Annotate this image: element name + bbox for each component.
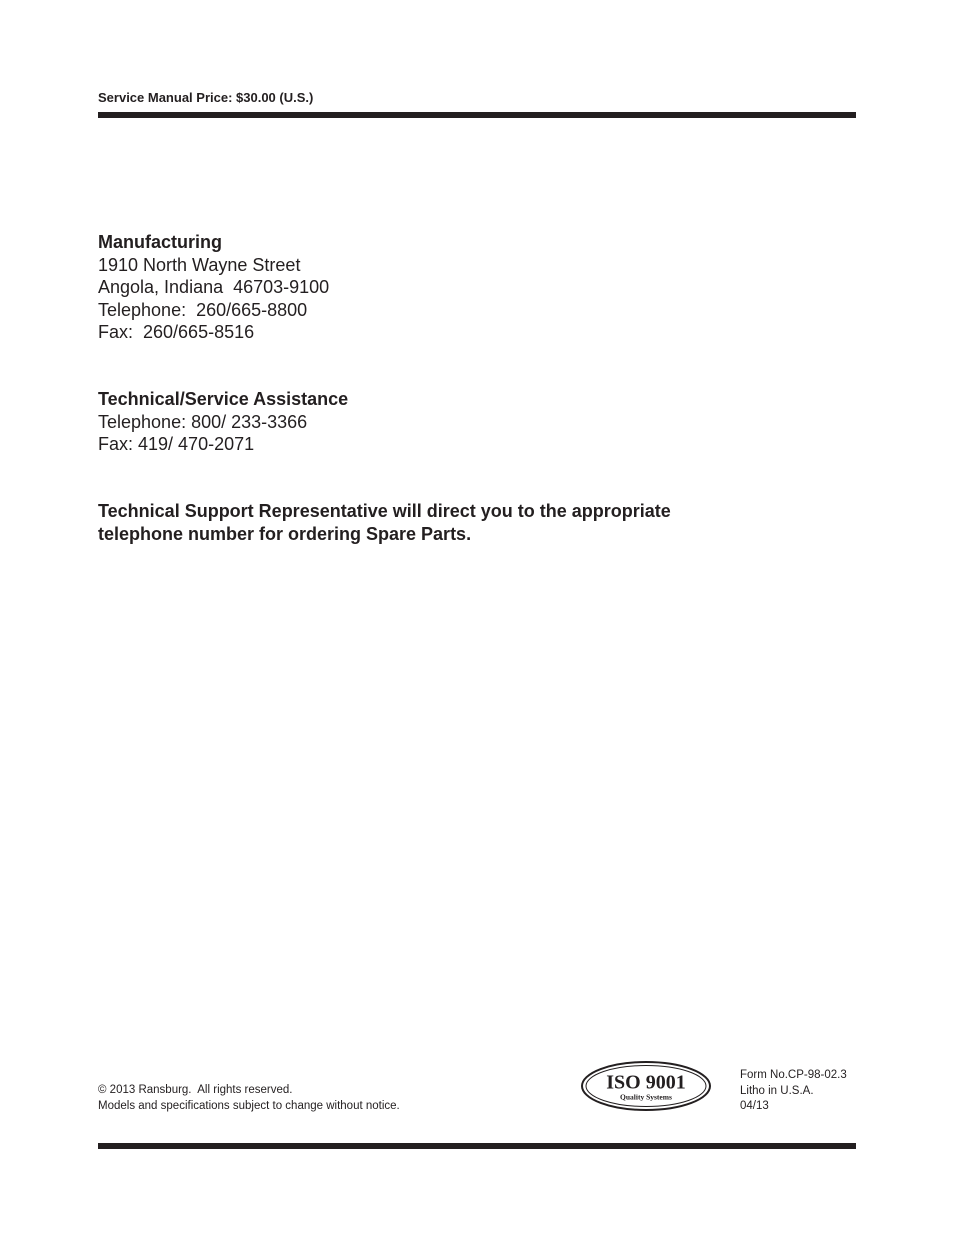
spare-parts-note-line-1: Technical Support Representative will direct you to the appropriate xyxy=(98,501,671,521)
spare-parts-note-line-2: telephone number for ordering Spare Parts. xyxy=(98,523,472,544)
footer-form-info xyxy=(740,1068,847,1115)
top-divider xyxy=(98,112,856,118)
manufacturing-address-line-1: 1910 North Wayne Street xyxy=(98,254,301,275)
litho-text: Litho in U.S.A. xyxy=(740,1084,814,1097)
manufacturing-section xyxy=(98,231,329,344)
iso-logo-title: ISO 9001 xyxy=(606,1071,686,1094)
service-manual-price: Service Manual Price: $30.00 (U.S.) xyxy=(98,90,314,105)
technical-service-telephone: Telephone: 800/ 233-3366 xyxy=(98,411,308,432)
form-number: Form No.CP-98-02.3 xyxy=(740,1069,847,1081)
copyright-text: © 2013 Ransburg. All rights reserved. xyxy=(98,1084,293,1096)
manufacturing-heading: Manufacturing xyxy=(98,232,222,252)
print-date: 04/13 xyxy=(740,1100,769,1112)
manufacturing-telephone: Telephone: 260/665-8800 xyxy=(98,299,308,320)
technical-service-section xyxy=(98,388,348,456)
iso-9001-logo xyxy=(580,1060,712,1112)
manufacturing-address-line-2: Angola, Indiana 46703-9100 xyxy=(98,277,330,298)
spare-parts-note xyxy=(98,500,738,545)
bottom-divider xyxy=(98,1143,856,1149)
iso-logo-subtitle: Quality Systems xyxy=(620,1092,672,1102)
manufacturing-fax: Fax: 260/665-8516 xyxy=(98,322,255,343)
technical-service-heading: Technical/Service Assistance xyxy=(98,389,349,409)
footer-legal xyxy=(98,1083,400,1114)
technical-service-fax: Fax: 419/ 470-2071 xyxy=(98,434,255,455)
disclaimer-text: Models and specifications subject to change without notice. xyxy=(98,1099,400,1112)
